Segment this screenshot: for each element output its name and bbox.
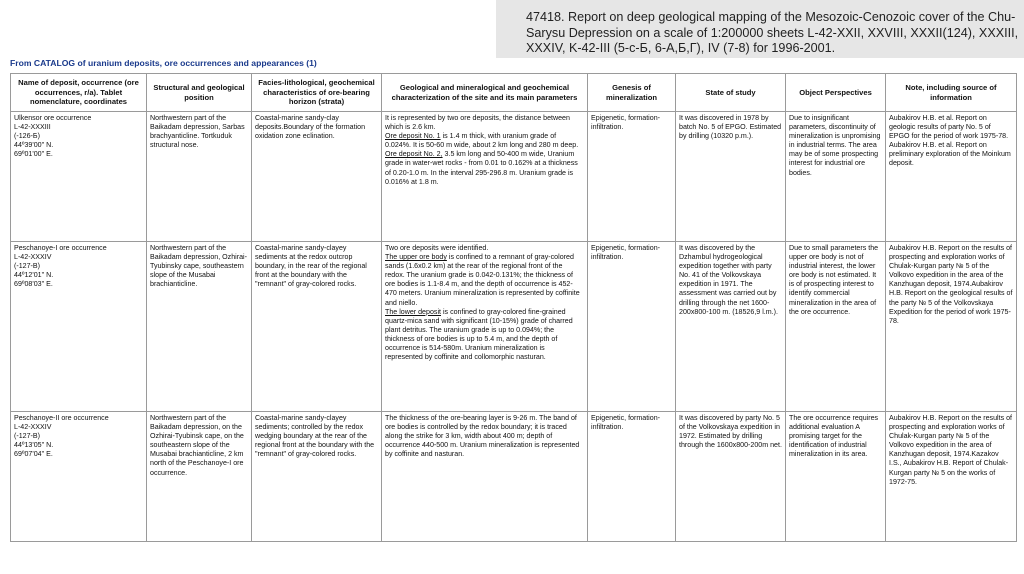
- cell-facies: Coastal-marine sandy-clay deposits.Boundary of the formation oxidation zone eclination.: [252, 112, 382, 242]
- cell-note: Aubakirov H.B. et al. Report on geologic results of party No. 5 of EPGO for the period of work 1975-78. Aubakirov H.B. et al. Report on preliminary exploration of the Moinkum deposit.: [886, 112, 1017, 242]
- cell-name: Ulkensor ore occurrence L-42-XXXIII (-126-Б) 44º39'00" N. 69º01'00" E.: [11, 112, 147, 242]
- cell-geo: Two ore deposits were identified. The upper ore body is confined to a remnant of gray-colored sands (1.6x0.2 km) at the rear of the regional front of the redox. The uranium grade is 0.042-0.131%; the thickness of ore bodies is 1.1-8.4 m, and the depth of occurrence is 452-470 meters. Uranium mineralization is represented by coffinite and niello. The lower deposit is confined to gray-colored fine-grained quartz-mica sand with significant (10-15%) grade of charred plant detritus. The uranium grade is up to 0.094%; the thickness of ore bodies is up to 5.4 m, and the depth of occurrence is 514-580m. Uranium mineralization is represented by coffinite and collomorphic nasturan.: [382, 242, 588, 412]
- header-perspectives: Object Perspectives: [786, 74, 886, 112]
- cell-perspectives: The ore occurrence requires additional evaluation A promising target for the identification of industrial mineralization in its area.: [786, 412, 886, 542]
- header-genesis: Genesis of mineralization: [588, 74, 676, 112]
- header-facies: Facies-lithological, geochemical characteristics of ore-bearing horizon (strata): [252, 74, 382, 112]
- cell-facies: Coastal-marine sandy-clayey sediments at the redox outcrop boundary, in the rear of the regional front at the boundary with the "remnant" of gray-colored rocks.: [252, 242, 382, 412]
- cell-geo: It is represented by two ore deposits, the distance between which is 2.6 km. Ore deposit No. 1 is 1.4 m thick, with uranium grade of 0.024%. It is 50-60 m wide, about 2 km long and 280 m deep. Ore deposit No. 2, 3.5 km long and 50-400 m wide, Uranium grade in water-wet rocks - from 0.01 to 0.162% at a thickness of 0.20-1.0 m. In the interval 295-296.8 m. Uranium grade is 0.016% at 1.8 m.: [382, 112, 588, 242]
- cell-structural: Northwestern part of the Baikadam depression, Sarbas brachyanticline. Tortkuduk structural nose.: [147, 112, 252, 242]
- header-geo: Geological and mineralogical and geochemical characterization of the site and its main parameters: [382, 74, 588, 112]
- cell-geo: The thickness of the ore-bearing layer is 9-26 m. The band of ore bodies is controlled by the redox boundary; it is traced along the strike for 3 km, width about 400 m; depth of occurrence 440-500 m. Uranium mineralization is represented by coffinite and nasturan.: [382, 412, 588, 542]
- header-name: Name of deposit, occurrence (ore occurrences, r/a). Tablet nomenclature, coordinates: [11, 74, 147, 112]
- catalog-subtitle: From CATALOG of uranium deposits, ore occurrences and appearances (1): [10, 58, 317, 68]
- table-row: [11, 412, 1017, 542]
- table-row: [11, 112, 1017, 242]
- cell-name: Peschanoye-I ore occurrence L-42-XXXIV (-127-B) 44º12'01" N. 69º08'03" E.: [11, 242, 147, 412]
- cell-structural: Northwestern part of the Baikadam depression, on the Ozhirai-Tyubinsk cape, on the southeastern slope of the Musabai brachianticline, 2 km north of the Peschanoye-I ore occurrence.: [147, 412, 252, 542]
- table-row: [11, 242, 1017, 412]
- header-structural: Structural and geological position: [147, 74, 252, 112]
- header-note: Note, including source of information: [886, 74, 1017, 112]
- cell-state: It was discovered in 1978 by batch No. 5 of EPGO. Estimated by drilling (10320 p.m.).: [676, 112, 786, 242]
- table-header-row: [11, 74, 1017, 112]
- header-state: State of study: [676, 74, 786, 112]
- cell-perspectives: Due to insignificant parameters, discontinuity of mineralization is unpromising in industrial terms. The area may be of some prospecting interest for industrial ore bodies.: [786, 112, 886, 242]
- cell-genesis: Epigenetic, formation-infiltration.: [588, 242, 676, 412]
- cell-note: Aubakirov H.B. Report on the results of prospecting and exploration works of Chulak-Kurgan party № 5 of the Volkovo expedition in the area of the Kanzhugan deposit, 1974.Aubakirov H.B. Report on the geological results of the party № 5 of the Volkovskaya Expedition for the period of work 1975-78.: [886, 242, 1017, 412]
- cell-genesis: Epigenetic, formation-infiltration.: [588, 112, 676, 242]
- page-title: 47418. Report on deep geological mapping of the Mesozoic-Cenozoic cover of the Chu-Sarysu Depression on a scale of 1:200000 sheets L-42-XXII, XXVIII, XXXII(124), XXXIII, XXXIV, K-42-III (5-с-Б, 6-А,Б,Г), IV (7-8) for 1996-2001.: [526, 10, 1019, 56]
- cell-name: Peschanoye-II ore occurrence L-42-XXXIV (-127-B) 44º13'05" N. 69º07'04" E.: [11, 412, 147, 542]
- cell-genesis: Epigenetic, formation-infiltration.: [588, 412, 676, 542]
- cell-state: It was discovered by party No. 5 of the Volkovskaya expedition in 1972. Estimated by drilling through the 1600x800-200m net.: [676, 412, 786, 542]
- cell-perspectives: Due to small parameters the upper ore body is not of industrial interest, the lower ore body is not estimated. It is of prospecting interest to identify commercial mineralization in the area of the ore occurrence.: [786, 242, 886, 412]
- catalog-table: [10, 73, 1017, 542]
- cell-structural: Northwestern part of the Baikadam depression, Ozhirai-Tyubinsky cape, southeastern slope of the Musabai brachianticline.: [147, 242, 252, 412]
- cell-state: It was discovered by the Dzhambul hydrogeological expedition together with party No. 41 of the Volkovskaya expedition in 1971. The assessment was carried out by drilling through the net 1600-200x800-100 m. (18526,9 l.m.).: [676, 242, 786, 412]
- cell-note: Aubakirov H.B. Report on the results of prospecting and exploration works of Chulak-Kurgan party № 5 of the Volkovo expedition in the area of Kanzhugan deposit, 1974.Kazakov I.S., Aubakirov H.B. Report of Chulak-Kurgan party № 5 on the works of 1972-75.: [886, 412, 1017, 542]
- cell-facies: Coastal-marine sandy-clayey sediments; controlled by the redox wedging boundary at the rear of the regional front at the boundary with the "remnant" of gray-colored rocks.: [252, 412, 382, 542]
